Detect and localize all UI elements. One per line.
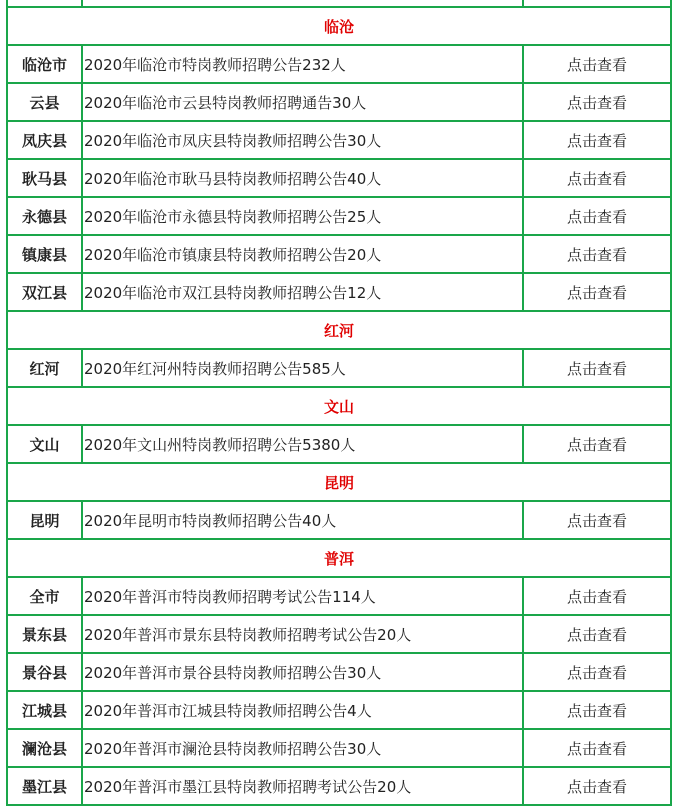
table-cell-empty <box>7 0 82 7</box>
table-row <box>7 653 671 691</box>
announcement-title: 2020年临沧市耿马县特岗教师招聘公告40人 <box>82 159 523 197</box>
region-title: 文山 <box>7 387 671 425</box>
view-details-link[interactable]: 点击查看 <box>523 121 671 159</box>
table-cell-empty <box>523 0 671 7</box>
table-row <box>7 159 671 197</box>
region-header-row <box>7 387 671 425</box>
view-details-link[interactable]: 点击查看 <box>523 235 671 273</box>
region-header-row <box>7 463 671 501</box>
county-name: 凤庆县 <box>7 121 82 159</box>
view-details-link[interactable]: 点击查看 <box>523 691 671 729</box>
table-row <box>7 235 671 273</box>
table-row <box>7 121 671 159</box>
table-row <box>7 83 671 121</box>
region-title: 普洱 <box>7 539 671 577</box>
county-name: 镇康县 <box>7 235 82 273</box>
county-name: 全市 <box>7 577 82 615</box>
table-row <box>7 615 671 653</box>
table-row <box>7 197 671 235</box>
view-details-link[interactable]: 点击查看 <box>523 273 671 311</box>
announcement-title: 2020年普洱市景谷县特岗教师招聘公告30人 <box>82 653 523 691</box>
table-row-partial <box>7 0 671 7</box>
view-details-link[interactable]: 点击查看 <box>523 653 671 691</box>
region-header-row <box>7 539 671 577</box>
announcement-title: 2020年普洱市江城县特岗教师招聘公告4人 <box>82 691 523 729</box>
table-row <box>7 767 671 805</box>
county-name: 永德县 <box>7 197 82 235</box>
county-name: 文山 <box>7 425 82 463</box>
region-title: 临沧 <box>7 7 671 45</box>
announcement-title: 2020年昆明市特岗教师招聘公告40人 <box>82 501 523 539</box>
county-name: 景谷县 <box>7 653 82 691</box>
table-row <box>7 425 671 463</box>
table-row <box>7 45 671 83</box>
county-name: 澜沧县 <box>7 729 82 767</box>
view-details-link[interactable]: 点击查看 <box>523 729 671 767</box>
announcement-title: 2020年普洱市景东县特岗教师招聘考试公告20人 <box>82 615 523 653</box>
table-row <box>7 729 671 767</box>
view-details-link[interactable]: 点击查看 <box>523 159 671 197</box>
view-details-link[interactable]: 点击查看 <box>523 501 671 539</box>
recruitment-table-body <box>7 0 671 805</box>
region-title: 昆明 <box>7 463 671 501</box>
county-name: 红河 <box>7 349 82 387</box>
view-details-link[interactable]: 点击查看 <box>523 767 671 805</box>
county-name: 昆明 <box>7 501 82 539</box>
county-name: 双江县 <box>7 273 82 311</box>
view-details-link[interactable]: 点击查看 <box>523 615 671 653</box>
view-details-link[interactable]: 点击查看 <box>523 577 671 615</box>
view-details-link[interactable]: 点击查看 <box>523 197 671 235</box>
announcement-title: 2020年文山州特岗教师招聘公告5380人 <box>82 425 523 463</box>
table-row <box>7 501 671 539</box>
county-name: 景东县 <box>7 615 82 653</box>
table-row <box>7 349 671 387</box>
view-details-link[interactable]: 点击查看 <box>523 45 671 83</box>
region-header-row <box>7 7 671 45</box>
table-row <box>7 273 671 311</box>
recruitment-table <box>6 0 672 806</box>
view-details-link[interactable]: 点击查看 <box>523 349 671 387</box>
region-title: 红河 <box>7 311 671 349</box>
announcement-title: 2020年红河州特岗教师招聘公告585人 <box>82 349 523 387</box>
announcement-title: 2020年临沧市镇康县特岗教师招聘公告20人 <box>82 235 523 273</box>
table-row <box>7 577 671 615</box>
table-row <box>7 691 671 729</box>
county-name: 临沧市 <box>7 45 82 83</box>
view-details-link[interactable]: 点击查看 <box>523 83 671 121</box>
announcement-title: 2020年普洱市澜沧县特岗教师招聘公告30人 <box>82 729 523 767</box>
county-name: 江城县 <box>7 691 82 729</box>
announcement-title: 2020年临沧市凤庆县特岗教师招聘公告30人 <box>82 121 523 159</box>
announcement-title: 2020年临沧市云县特岗教师招聘通告30人 <box>82 83 523 121</box>
announcement-title: 2020年临沧市永德县特岗教师招聘公告25人 <box>82 197 523 235</box>
county-name: 云县 <box>7 83 82 121</box>
table-cell-empty <box>82 0 523 7</box>
county-name: 墨江县 <box>7 767 82 805</box>
view-details-link[interactable]: 点击查看 <box>523 425 671 463</box>
announcement-title: 2020年临沧市特岗教师招聘公告232人 <box>82 45 523 83</box>
announcement-title: 2020年临沧市双江县特岗教师招聘公告12人 <box>82 273 523 311</box>
announcement-title: 2020年普洱市特岗教师招聘考试公告114人 <box>82 577 523 615</box>
region-header-row <box>7 311 671 349</box>
county-name: 耿马县 <box>7 159 82 197</box>
announcement-title: 2020年普洱市墨江县特岗教师招聘考试公告20人 <box>82 767 523 805</box>
